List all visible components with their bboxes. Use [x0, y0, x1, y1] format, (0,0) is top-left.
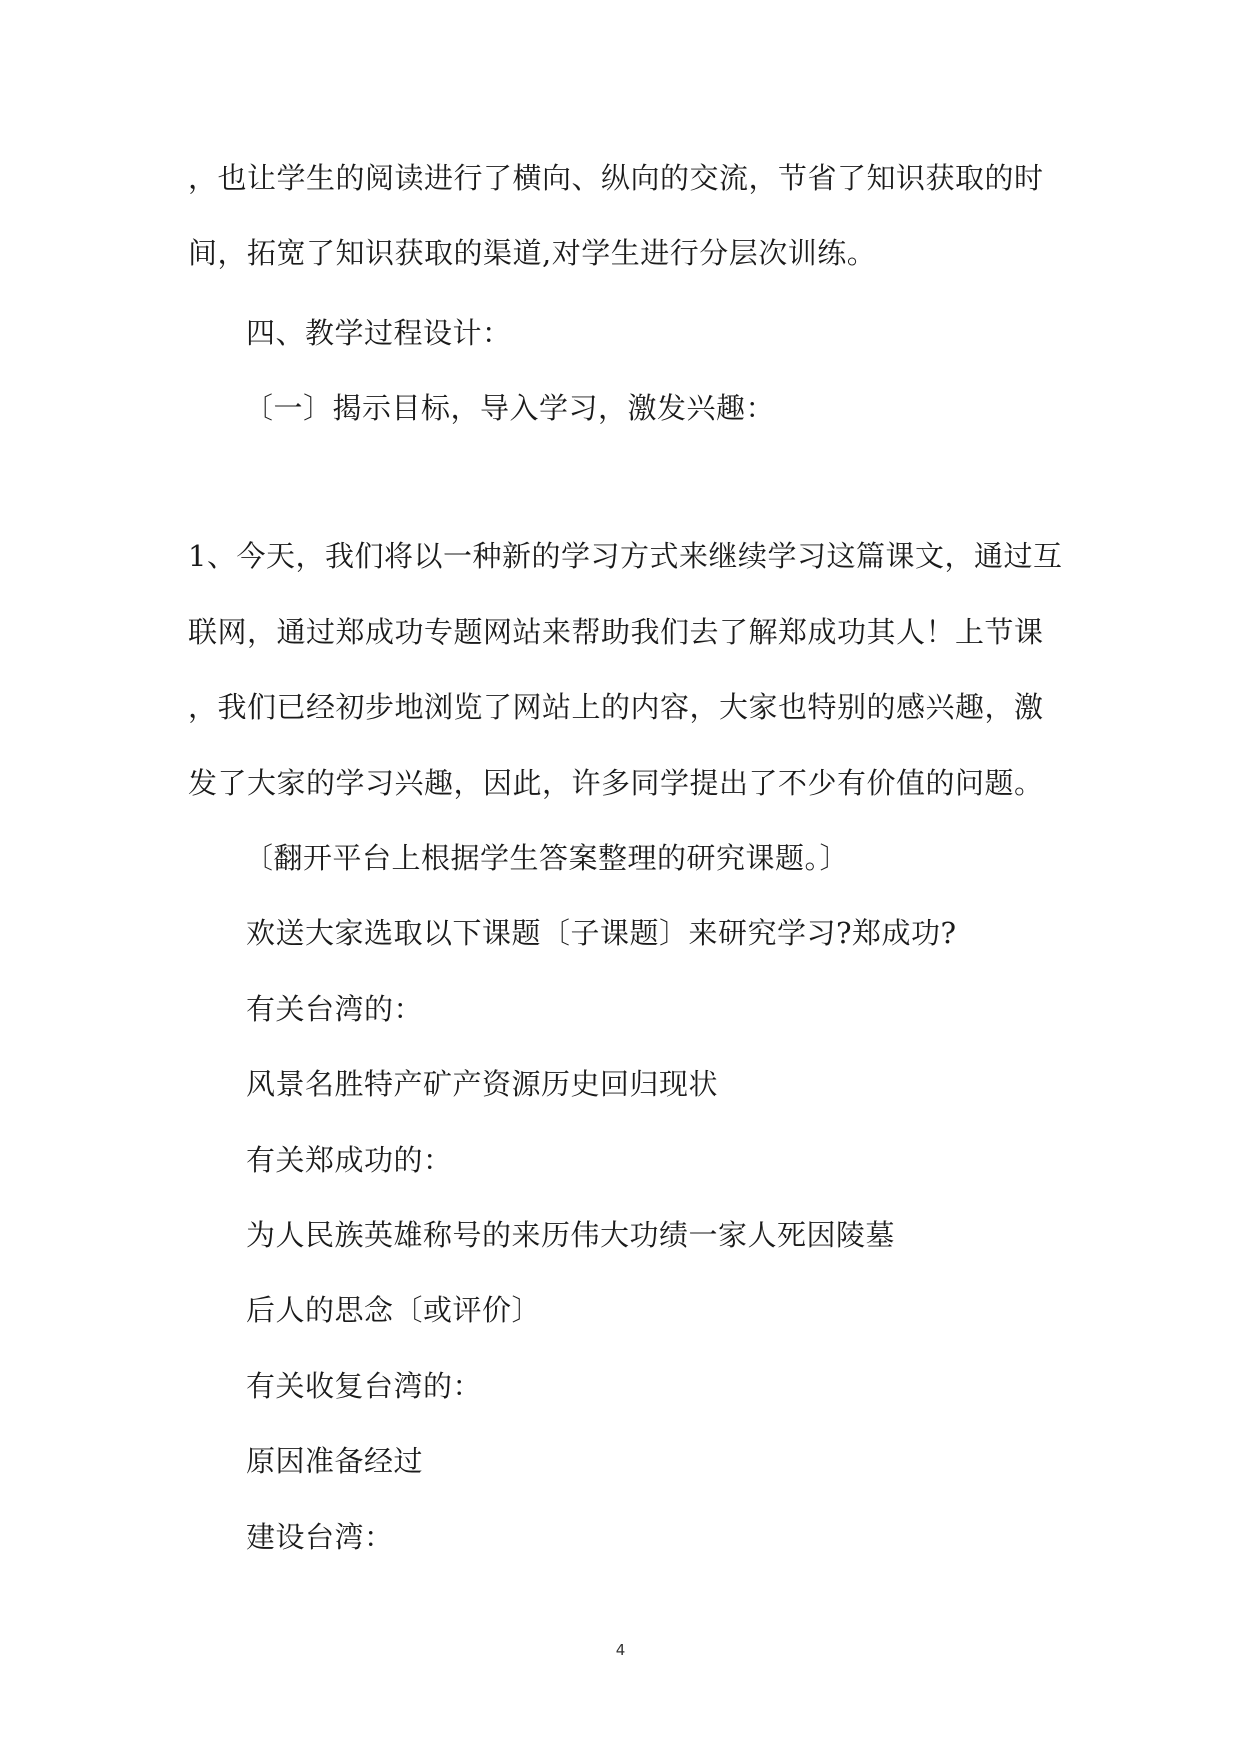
section-heading: 四、教学过程设计： — [246, 316, 512, 350]
paragraph-line: ，也让学生的阅读进行了横向、纵向的交流，节省了知识获取的时 — [188, 161, 1044, 195]
topic-heading: 有关郑成功的： — [246, 1143, 453, 1177]
topic-heading: 有关收复台湾的： — [246, 1369, 483, 1403]
paragraph-line: 联网，通过郑成功专题网站来帮助我们去了解郑成功其人！上节课 — [188, 615, 1044, 649]
topic-items: 原因准备经过 — [246, 1444, 424, 1478]
paragraph-line: 间，拓宽了知识获取的渠道,对学生进行分层次训练。 — [188, 236, 877, 270]
topic-heading: 有关台湾的： — [246, 992, 424, 1026]
page-number: 4 — [615, 1641, 626, 1659]
paragraph-line: ，我们已经初步地浏览了网站上的内容，大家也特别的感兴趣，激 — [188, 690, 1044, 724]
paragraph-line: 发了大家的学习兴趣，因此，许多同学提出了不少有价值的问题。 — [188, 766, 1044, 800]
topic-items: 为人民族英雄称号的来历伟大功绩一家人死因陵墓 — [246, 1218, 896, 1252]
note-line: 〔翻开平台上根据学生答案整理的研究课题。〕 — [244, 841, 850, 875]
paragraph-line: 欢送大家选取以下课题〔子课题〕来研究学习?郑成功? — [246, 916, 957, 950]
paragraph-line: 1、今天，我们将以一种新的学习方式来继续学习这篇课文，通过互 — [188, 539, 1063, 573]
topic-items: 风景名胜特产矿产资源历史回归现状 — [246, 1067, 719, 1101]
subsection-heading: 〔一〕揭示目标，导入学习，激发兴趣： — [244, 391, 776, 425]
topic-heading: 建设台湾： — [246, 1520, 394, 1554]
topic-items: 后人的思念〔或评价〕 — [246, 1293, 542, 1327]
